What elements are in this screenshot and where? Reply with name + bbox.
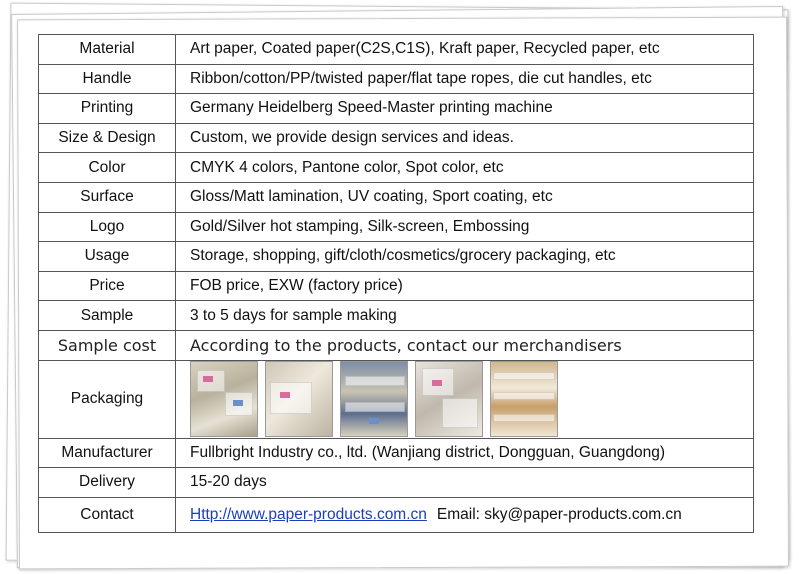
row-value: Germany Heidelberg Speed-Master printing machine [176,94,754,124]
row-label: Logo [39,212,176,242]
row-printing [39,94,754,124]
row-handle [39,64,754,94]
row-value: 3 to 5 days for sample making [176,301,754,331]
row-value: Fullbright Industry co., ltd. (Wanjiang district, Dongguan, Guangdong) [176,438,754,468]
contact-cell [176,497,754,532]
row-manufacturer [39,438,754,468]
row-value: Ribbon/cotton/PP/twisted paper/flat tape ropes, die cut handles, etc [176,64,754,94]
row-price [39,271,754,301]
product-spec-table [38,34,754,533]
row-value: FOB price, EXW (factory price) [176,271,754,301]
row-value: CMYK 4 colors, Pantone color, Spot color, etc [176,153,754,183]
packaging-photos-cell [176,360,754,438]
packaging-photo [415,361,483,437]
row-packaging [39,360,754,438]
packaging-photo [265,361,333,437]
row-logo [39,212,754,242]
row-label: Delivery [39,468,176,498]
row-delivery [39,468,754,498]
row-label: Handle [39,64,176,94]
row-label: Price [39,271,176,301]
row-label: Sample [39,301,176,331]
contact-email: Email: sky@paper-products.com.cn [436,505,682,523]
row-label: Contact [39,497,176,532]
website-link[interactable]: Http://www.paper-products.com.cn [190,505,427,523]
row-color [39,153,754,183]
row-label: Usage [39,242,176,272]
packaging-photo-strip [190,361,753,437]
row-value: Gloss/Matt lamination, UV coating, Sport coating, etc [176,182,754,212]
row-usage [39,242,754,272]
row-surface [39,182,754,212]
row-sample-cost [39,330,754,360]
row-value: 15-20 days [176,468,754,498]
row-material [39,35,754,65]
row-size-design [39,123,754,153]
packaging-photo [190,361,258,437]
row-label: Sample cost [39,330,176,360]
row-label: Color [39,153,176,183]
row-value: Gold/Silver hot stamping, Silk-screen, Embossing [176,212,754,242]
row-label: Packaging [39,360,176,438]
row-label: Surface [39,182,176,212]
packaging-photo [340,361,408,437]
row-label: Size & Design [39,123,176,153]
row-value: Art paper, Coated paper(C2S,C1S), Kraft paper, Recycled paper, etc [176,35,754,65]
row-contact [39,497,754,532]
row-label: Manufacturer [39,438,176,468]
packaging-photo [490,361,558,437]
row-value: Storage, shopping, gift/cloth/cosmetics/grocery packaging, etc [176,242,754,272]
row-label: Material [39,35,176,65]
row-value: According to the products, contact our merchandisers [176,330,754,360]
row-label: Printing [39,94,176,124]
row-value: Custom, we provide design services and ideas. [176,123,754,153]
row-sample [39,301,754,331]
